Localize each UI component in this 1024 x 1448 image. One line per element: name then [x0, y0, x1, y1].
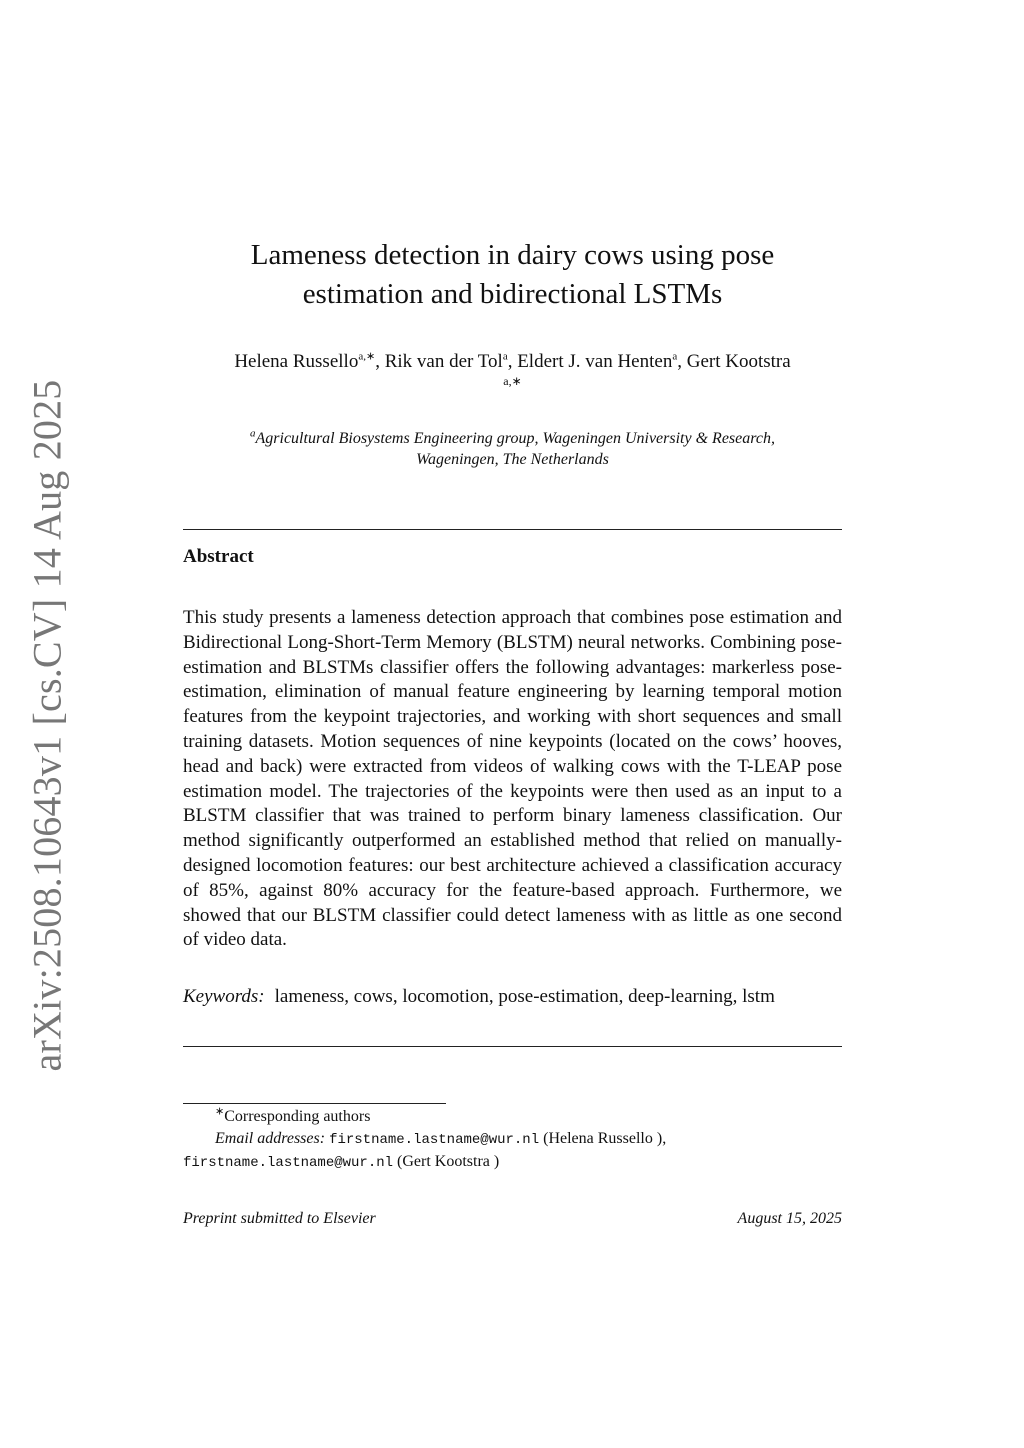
affiliation-line-1: Agricultural Biosystems Engineering group, Wageningen University & Research,: [255, 430, 775, 447]
author-list: [183, 350, 842, 388]
abstract-body: This study presents a lameness detection approach that combines pose estimation and Bidirectional Long-Short-Term Memory (BLSTM) neural networks. Combining pose-estimation and BLSTMs classifier offers the following advantages: markerless pose-estimation, elimination of manual feature engineering by learning temporal motion features from the keypoint trajectories, and working with short sequences and small training datasets. Motion sequences of nine keypoints (located on the cows’ hooves, head and back) were extracted from videos of walking cows with the T-LEAP pose estimation model. The trajectories of the keypoints were then used as an input to a BLSTM classifier that was trained to perform binary lameness classification. Our method significantly outperformed an established method that relied on manually-designed locomotion features: our best architecture achieved a classification accuracy of 85%, against 80% accuracy for the feature-based approach. Furthermore, we showed that our BLSTM classifier could detect lameness with as little as one second of video data.: [183, 607, 842, 951]
keywords-label: Keywords:: [183, 986, 265, 1007]
affiliation: [183, 428, 842, 470]
author-name: Helena Russello: [234, 351, 359, 372]
abstract-top-rule: [183, 529, 842, 530]
footer-left: Preprint submitted to Elsevier: [183, 1210, 376, 1227]
email-address-2[interactable]: firstname.lastname@wur.nl: [183, 1155, 394, 1171]
author-mark: a,∗: [358, 350, 376, 363]
author-last-marks: a,∗: [503, 374, 522, 388]
page-footer: [183, 1210, 842, 1228]
corresponding-text: Corresponding authors: [224, 1108, 371, 1125]
email-owner-1: (Helena Russello ),: [543, 1130, 667, 1147]
paper-title: [183, 236, 842, 314]
affiliation-mark: a: [250, 427, 256, 440]
arxiv-stamp: [19, 379, 75, 1071]
email-label: Email addresses:: [215, 1130, 326, 1147]
footnotes: [183, 1106, 842, 1174]
abstract-heading: Abstract: [183, 546, 254, 567]
title-line-2: estimation and bidirectional LSTMs: [302, 278, 723, 310]
author-mark: a: [672, 350, 678, 363]
footnote-rule: [183, 1103, 446, 1104]
keywords: [183, 985, 823, 1010]
author-name: Gert Kootstra: [686, 351, 791, 372]
author-separator: ,: [507, 351, 518, 372]
title-line-1: Lameness detection in dairy cows using pose: [250, 239, 775, 271]
author-separator: ,: [677, 351, 687, 372]
email-footnote: [183, 1128, 842, 1151]
footer-date: August 15, 2025: [737, 1210, 842, 1227]
arxiv-stamp-text: arXiv:2508.10643v1 [cs.CV] 14 Aug 2025: [24, 379, 70, 1071]
corresponding-mark: ∗: [215, 1105, 225, 1118]
author-mark: a: [502, 350, 508, 363]
abstract-bottom-rule: [183, 1046, 842, 1047]
corresponding-footnote: [183, 1106, 842, 1128]
author-separator: ,: [375, 351, 385, 372]
email-address-1[interactable]: firstname.lastname@wur.nl: [329, 1132, 540, 1148]
keywords-text: lameness, cows, locomotion, pose-estimation, deep-learning, lstm: [274, 986, 775, 1007]
affiliation-line-2: Wageningen, The Netherlands: [416, 451, 609, 468]
author-name: Rik van der Tol: [384, 351, 503, 372]
email-footnote-cont: [183, 1151, 842, 1174]
email-owner-2: (Gert Kootstra ): [397, 1153, 500, 1170]
author-name: Eldert J. van Henten: [517, 351, 673, 372]
